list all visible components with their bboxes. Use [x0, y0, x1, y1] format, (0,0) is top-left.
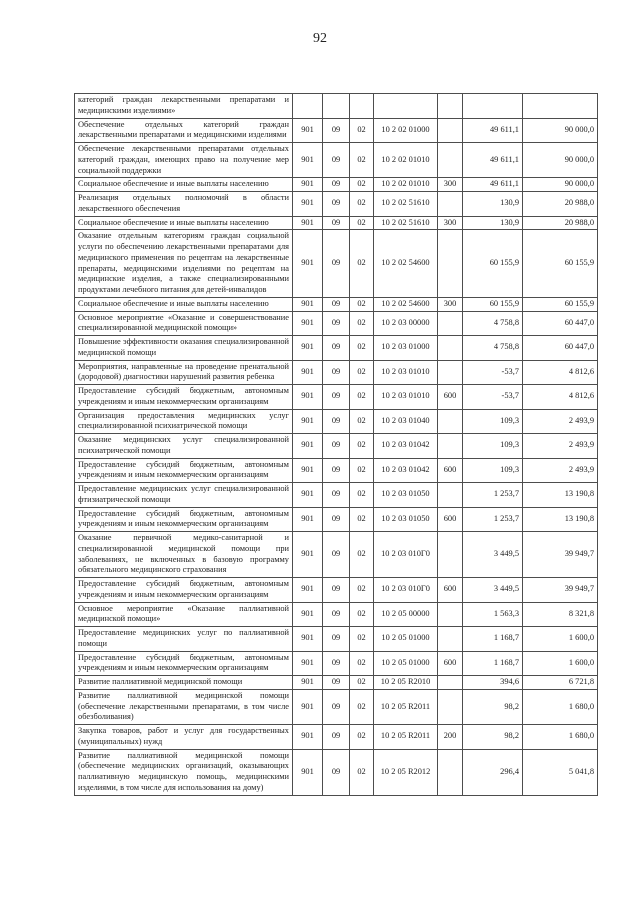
cell-target-article-code: 10 2 02 01010	[374, 178, 438, 192]
cell-subsection-code: 02	[350, 651, 374, 676]
cell-section-code: 09	[323, 602, 350, 627]
cell-target-article-code: 10 2 05 R2010	[374, 676, 438, 690]
cell-expense-name: Реализация отдельных полномочий в области лекарственного обеспечения	[75, 192, 293, 217]
cell-target-article-code: 10 2 02 51610	[374, 192, 438, 217]
cell-amount-change: 1 168,7	[463, 651, 523, 676]
page-number: 92	[313, 31, 327, 46]
cell-subsection-code: 02	[350, 507, 374, 532]
cell-amount-change: -53,7	[463, 385, 523, 410]
cell-subsection-code: 02	[350, 689, 374, 724]
table-row	[75, 118, 598, 143]
cell-amount-change: 98,2	[463, 725, 523, 750]
cell-target-article-code: 10 2 02 54600	[374, 297, 438, 311]
cell-grbs-code: 901	[293, 507, 323, 532]
cell-grbs-code: 901	[293, 297, 323, 311]
cell-section-code: 09	[323, 507, 350, 532]
cell-amount-change: 98,2	[463, 689, 523, 724]
cell-grbs-code: 901	[293, 676, 323, 690]
cell-subsection-code: 02	[350, 749, 374, 795]
cell-grbs-code: 901	[293, 651, 323, 676]
cell-section-code: 09	[323, 749, 350, 795]
cell-target-article-code: 10 2 05 R2011	[374, 689, 438, 724]
cell-grbs-code: 901	[293, 689, 323, 724]
cell-expense-name: Основное мероприятие «Оказание и совершенствование специализированной медицинской помощи»	[75, 311, 293, 336]
table-row	[75, 297, 598, 311]
cell-target-article-code: 10 2 03 01042	[374, 434, 438, 459]
cell-amount-change: 3 449,5	[463, 532, 523, 578]
cell-amount-total: 90 000,0	[523, 118, 598, 143]
cell-expense-type-code	[438, 602, 463, 627]
cell-expense-name: Социальное обеспечение и иные выплаты населению	[75, 297, 293, 311]
cell-expense-name: Предоставление субсидий бюджетным, автономным учреждениям и иным некоммерческим организациям	[75, 385, 293, 410]
cell-expense-name: Предоставление субсидий бюджетным, автономным учреждениям и иным некоммерческим организациям	[75, 651, 293, 676]
cell-amount-total: 20 988,0	[523, 216, 598, 230]
cell-expense-type-code: 600	[438, 458, 463, 483]
cell-amount-change: 3 449,5	[463, 578, 523, 603]
cell-target-article-code: 10 2 03 01050	[374, 483, 438, 508]
cell-amount-change: 1 168,7	[463, 627, 523, 652]
cell-expense-type-code: 300	[438, 216, 463, 230]
cell-section-code: 09	[323, 532, 350, 578]
cell-grbs-code	[293, 94, 323, 119]
cell-amount-change: 109,3	[463, 409, 523, 434]
cell-expense-name: Закупка товаров, работ и услуг для государственных (муниципальных) нужд	[75, 725, 293, 750]
cell-target-article-code: 10 2 03 010Г0	[374, 532, 438, 578]
cell-subsection-code: 02	[350, 336, 374, 361]
cell-subsection-code: 02	[350, 602, 374, 627]
cell-target-article-code: 10 2 05 R2011	[374, 725, 438, 750]
table-row	[75, 725, 598, 750]
cell-expense-type-code	[438, 749, 463, 795]
cell-expense-type-code: 600	[438, 507, 463, 532]
cell-subsection-code: 02	[350, 360, 374, 385]
cell-subsection-code: 02	[350, 578, 374, 603]
cell-amount-total: 39 949,7	[523, 578, 598, 603]
cell-section-code: 09	[323, 143, 350, 178]
table-row	[75, 434, 598, 459]
cell-subsection-code: 02	[350, 458, 374, 483]
table-row	[75, 336, 598, 361]
cell-target-article-code: 10 2 03 01042	[374, 458, 438, 483]
cell-amount-total: 90 000,0	[523, 143, 598, 178]
cell-grbs-code: 901	[293, 360, 323, 385]
cell-grbs-code: 901	[293, 725, 323, 750]
cell-subsection-code: 02	[350, 118, 374, 143]
cell-expense-name: Предоставление медицинских услуг по паллиативной помощи	[75, 627, 293, 652]
cell-subsection-code: 02	[350, 143, 374, 178]
cell-amount-total: 2 493,9	[523, 434, 598, 459]
cell-amount-total: 60 447,0	[523, 311, 598, 336]
cell-expense-name: категорий граждан лекарственными препаратами и медицинскими изделиями»	[75, 94, 293, 119]
cell-amount-change: 4 758,8	[463, 311, 523, 336]
cell-section-code: 09	[323, 578, 350, 603]
cell-expense-name: Обеспечение отдельных категорий граждан лекарственными препаратами и медицинскими изделиями	[75, 118, 293, 143]
cell-expense-type-code: 600	[438, 385, 463, 410]
cell-expense-type-code	[438, 311, 463, 336]
table-row	[75, 676, 598, 690]
cell-section-code: 09	[323, 651, 350, 676]
cell-amount-change: 4 758,8	[463, 336, 523, 361]
cell-expense-type-code	[438, 434, 463, 459]
cell-section-code: 09	[323, 627, 350, 652]
cell-section-code: 09	[323, 216, 350, 230]
table-row	[75, 360, 598, 385]
table-row	[75, 507, 598, 532]
cell-expense-name: Оказание медицинских услуг специализированной психиатрической помощи	[75, 434, 293, 459]
cell-grbs-code: 901	[293, 230, 323, 298]
cell-subsection-code: 02	[350, 297, 374, 311]
cell-amount-change: 394,6	[463, 676, 523, 690]
cell-subsection-code: 02	[350, 532, 374, 578]
cell-target-article-code: 10 2 02 01010	[374, 143, 438, 178]
cell-grbs-code: 901	[293, 532, 323, 578]
cell-expense-name: Социальное обеспечение и иные выплаты населению	[75, 178, 293, 192]
cell-amount-total: 5 041,8	[523, 749, 598, 795]
cell-subsection-code: 02	[350, 178, 374, 192]
table-row	[75, 749, 598, 795]
cell-target-article-code: 10 2 02 51610	[374, 216, 438, 230]
cell-expense-name: Предоставление медицинских услуг специализированной фтизиатрической помощи	[75, 483, 293, 508]
cell-section-code: 09	[323, 725, 350, 750]
cell-expense-name: Развитие паллиативной медицинской помощи (обеспечение лекарственными препаратами, в том числе обезболивания)	[75, 689, 293, 724]
cell-target-article-code: 10 2 02 01000	[374, 118, 438, 143]
cell-amount-total: 90 000,0	[523, 178, 598, 192]
cell-grbs-code: 901	[293, 216, 323, 230]
cell-expense-type-code: 300	[438, 297, 463, 311]
cell-section-code: 09	[323, 192, 350, 217]
cell-grbs-code: 901	[293, 602, 323, 627]
cell-grbs-code: 901	[293, 336, 323, 361]
cell-amount-change: 109,3	[463, 458, 523, 483]
cell-grbs-code: 901	[293, 118, 323, 143]
cell-section-code: 09	[323, 689, 350, 724]
cell-amount-change: 130,9	[463, 192, 523, 217]
cell-expense-type-code	[438, 689, 463, 724]
cell-target-article-code	[374, 94, 438, 119]
cell-expense-type-code	[438, 676, 463, 690]
cell-amount-change: 1 253,7	[463, 507, 523, 532]
table-row	[75, 311, 598, 336]
cell-expense-type-code	[438, 143, 463, 178]
table-row	[75, 689, 598, 724]
cell-target-article-code: 10 2 02 54600	[374, 230, 438, 298]
cell-section-code: 09	[323, 409, 350, 434]
cell-expense-name: Оказание отдельным категориям граждан социальной услуги по обеспечению лекарственными препаратами для медицинского применения по рецептам на лекарственные препараты, медицинскими изделиями по рецептам на медицинские изделия, а также специализированными продуктами лечебного питания для детей-инвалидов	[75, 230, 293, 298]
cell-expense-type-code	[438, 532, 463, 578]
cell-amount-total: 13 190,8	[523, 483, 598, 508]
cell-expense-name: Оказание первичной медико-санитарной и специализированной медицинской помощи при заболеваниях, не включенных в базовую программу обязательного медицинского страхования	[75, 532, 293, 578]
cell-expense-name: Предоставление субсидий бюджетным, автономным учреждениям и иным некоммерческим организациям	[75, 507, 293, 532]
cell-target-article-code: 10 2 05 01000	[374, 627, 438, 652]
cell-subsection-code: 02	[350, 627, 374, 652]
cell-grbs-code: 901	[293, 483, 323, 508]
cell-amount-total: 60 155,9	[523, 230, 598, 298]
cell-expense-type-code	[438, 94, 463, 119]
cell-target-article-code: 10 2 03 01010	[374, 360, 438, 385]
cell-subsection-code: 02	[350, 434, 374, 459]
table-row	[75, 192, 598, 217]
cell-subsection-code: 02	[350, 725, 374, 750]
cell-subsection-code: 02	[350, 311, 374, 336]
cell-target-article-code: 10 2 05 R2012	[374, 749, 438, 795]
cell-amount-total: 6 721,8	[523, 676, 598, 690]
cell-expense-name: Организация предоставления медицинских услуг специализированной психиатрической помощи	[75, 409, 293, 434]
cell-expense-type-code: 600	[438, 651, 463, 676]
cell-amount-total: 2 493,9	[523, 409, 598, 434]
cell-amount-change: 49 611,1	[463, 118, 523, 143]
cell-section-code: 09	[323, 118, 350, 143]
cell-subsection-code: 02	[350, 676, 374, 690]
budget-table-body	[75, 94, 598, 796]
cell-target-article-code: 10 2 03 01040	[374, 409, 438, 434]
cell-amount-total: 60 447,0	[523, 336, 598, 361]
cell-subsection-code: 02	[350, 216, 374, 230]
cell-grbs-code: 901	[293, 578, 323, 603]
cell-section-code: 09	[323, 178, 350, 192]
cell-target-article-code: 10 2 03 00000	[374, 311, 438, 336]
cell-subsection-code: 02	[350, 483, 374, 508]
cell-expense-type-code	[438, 336, 463, 361]
cell-section-code: 09	[323, 483, 350, 508]
cell-amount-total: 1 680,0	[523, 725, 598, 750]
cell-amount-total: 39 949,7	[523, 532, 598, 578]
table-row	[75, 409, 598, 434]
cell-grbs-code: 901	[293, 192, 323, 217]
cell-grbs-code: 901	[293, 627, 323, 652]
cell-expense-type-code: 600	[438, 578, 463, 603]
cell-expense-type-code: 200	[438, 725, 463, 750]
cell-expense-name: Мероприятия, направленные на проведение пренатальной (дородовой) диагностики нарушений развития ребенка	[75, 360, 293, 385]
cell-amount-total: 13 190,8	[523, 507, 598, 532]
cell-section-code: 09	[323, 434, 350, 459]
cell-expense-name: Основное мероприятие «Оказание паллиативной медицинской помощи»	[75, 602, 293, 627]
cell-section-code: 09	[323, 360, 350, 385]
cell-amount-total: 4 812,6	[523, 385, 598, 410]
table-row	[75, 178, 598, 192]
cell-target-article-code: 10 2 03 01010	[374, 385, 438, 410]
cell-target-article-code: 10 2 03 010Г0	[374, 578, 438, 603]
cell-target-article-code: 10 2 05 01000	[374, 651, 438, 676]
cell-grbs-code: 901	[293, 409, 323, 434]
cell-amount-change: 49 611,1	[463, 178, 523, 192]
table-row	[75, 483, 598, 508]
cell-amount-total: 60 155,9	[523, 297, 598, 311]
cell-amount-total: 1 680,0	[523, 689, 598, 724]
cell-amount-change: 109,3	[463, 434, 523, 459]
cell-section-code: 09	[323, 336, 350, 361]
cell-amount-total: 2 493,9	[523, 458, 598, 483]
cell-expense-type-code	[438, 483, 463, 508]
cell-section-code: 09	[323, 297, 350, 311]
cell-amount-change	[463, 94, 523, 119]
cell-expense-name: Предоставление субсидий бюджетным, автономным учреждениям и иным некоммерческим организациям	[75, 458, 293, 483]
cell-expense-type-code: 300	[438, 178, 463, 192]
cell-section-code: 09	[323, 676, 350, 690]
cell-subsection-code: 02	[350, 230, 374, 298]
cell-amount-total	[523, 94, 598, 119]
cell-target-article-code: 10 2 03 01050	[374, 507, 438, 532]
table-row	[75, 458, 598, 483]
cell-grbs-code: 901	[293, 385, 323, 410]
cell-amount-change: 60 155,9	[463, 230, 523, 298]
cell-section-code: 09	[323, 230, 350, 298]
table-row	[75, 385, 598, 410]
table-row	[75, 143, 598, 178]
cell-amount-change: 1 563,3	[463, 602, 523, 627]
cell-expense-type-code	[438, 118, 463, 143]
cell-amount-change: 296,4	[463, 749, 523, 795]
cell-expense-name: Развитие паллиативной медицинской помощи (обеспечение медицинских организаций, оказывающих паллиативную медицинскую помощь, медицинскими изделиями, в том числе для использования на дому)	[75, 749, 293, 795]
budget-appropriations-table	[74, 93, 598, 796]
cell-grbs-code: 901	[293, 434, 323, 459]
cell-amount-total: 20 988,0	[523, 192, 598, 217]
table-row	[75, 532, 598, 578]
cell-target-article-code: 10 2 05 00000	[374, 602, 438, 627]
cell-section-code: 09	[323, 458, 350, 483]
cell-amount-change: 130,9	[463, 216, 523, 230]
cell-section-code: 09	[323, 311, 350, 336]
cell-expense-name: Предоставление субсидий бюджетным, автономным учреждениям и иным некоммерческим организациям	[75, 578, 293, 603]
cell-grbs-code: 901	[293, 458, 323, 483]
cell-expense-type-code	[438, 627, 463, 652]
cell-amount-total: 8 321,8	[523, 602, 598, 627]
table-row	[75, 230, 598, 298]
cell-amount-total: 1 600,0	[523, 651, 598, 676]
table-row	[75, 578, 598, 603]
cell-subsection-code: 02	[350, 192, 374, 217]
cell-expense-name: Повышение эффективности оказания специализированной медицинской помощи	[75, 336, 293, 361]
cell-amount-total: 4 812,6	[523, 360, 598, 385]
table-row	[75, 627, 598, 652]
cell-grbs-code: 901	[293, 143, 323, 178]
cell-subsection-code: 02	[350, 385, 374, 410]
cell-amount-change: -53,7	[463, 360, 523, 385]
cell-amount-total: 1 600,0	[523, 627, 598, 652]
cell-expense-type-code	[438, 230, 463, 298]
table-row	[75, 602, 598, 627]
cell-expense-type-code	[438, 360, 463, 385]
cell-target-article-code: 10 2 03 01000	[374, 336, 438, 361]
table-row	[75, 651, 598, 676]
cell-section-code: 09	[323, 385, 350, 410]
cell-amount-change: 49 611,1	[463, 143, 523, 178]
cell-grbs-code: 901	[293, 749, 323, 795]
cell-subsection-code	[350, 94, 374, 119]
cell-grbs-code: 901	[293, 311, 323, 336]
cell-expense-name: Обеспечение лекарственными препаратами отдельных категорий граждан, имеющих право на получение мер социальной поддержки	[75, 143, 293, 178]
table-row	[75, 216, 598, 230]
cell-grbs-code: 901	[293, 178, 323, 192]
cell-section-code	[323, 94, 350, 119]
cell-expense-type-code	[438, 409, 463, 434]
cell-expense-name: Развитие паллиативной медицинской помощи	[75, 676, 293, 690]
table-row	[75, 94, 598, 119]
cell-expense-type-code	[438, 192, 463, 217]
cell-subsection-code: 02	[350, 409, 374, 434]
cell-amount-change: 1 253,7	[463, 483, 523, 508]
cell-expense-name: Социальное обеспечение и иные выплаты населению	[75, 216, 293, 230]
cell-amount-change: 60 155,9	[463, 297, 523, 311]
